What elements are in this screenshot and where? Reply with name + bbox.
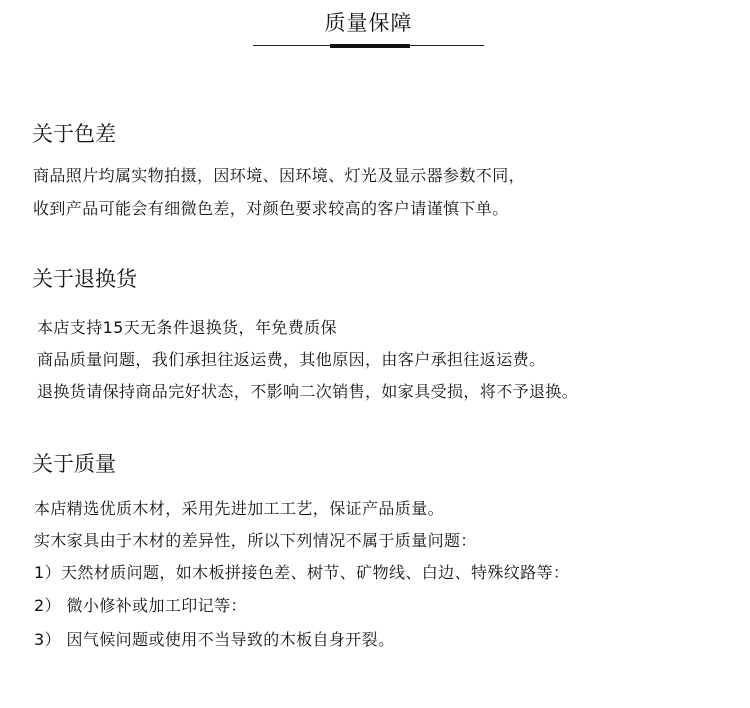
- section-heading: 关于质量: [32, 452, 116, 476]
- page-header: [0, 0, 750, 60]
- section-text-line: 1）天然材质问题，如木板拼接色差、树节、矿物线、白边、特殊纹路等：: [34, 563, 570, 582]
- section-heading: 关于退换货: [32, 267, 137, 291]
- section-text-line: 2） 微小修补或加工印记等：: [34, 596, 247, 615]
- section-text-line: 商品质量问题，我们承担往返运费，其他原因，由客户承担往返运费。: [37, 350, 546, 369]
- section-text-line: 商品照片均属实物拍摄，因环境、因环境、灯光及显示器参数不同，: [33, 166, 526, 185]
- title-divider-accent: [330, 44, 410, 48]
- section-text-line: 收到产品可能会有细微色差，对颜色要求较高的客户请谨慎下单。: [33, 199, 509, 218]
- page-title: 质量保障: [324, 11, 413, 35]
- section-text-line: 退换货请保持商品完好状态，不影响二次销售，如家具受损，将不予退换。: [37, 382, 579, 401]
- section-text-line: 本店精选优质木材，采用先进加工工艺，保证产品质量。: [34, 499, 445, 518]
- section-heading: 关于色差: [32, 122, 116, 146]
- section-text-line: 实木家具由于木材的差异性，所以下列情况不属于质量问题：: [34, 531, 477, 550]
- section-text-line: 本店支持15天无条件退换货，年免费质保: [37, 318, 337, 337]
- section-text-line: 3） 因气候问题或使用不当导致的木板自身开裂。: [34, 630, 395, 649]
